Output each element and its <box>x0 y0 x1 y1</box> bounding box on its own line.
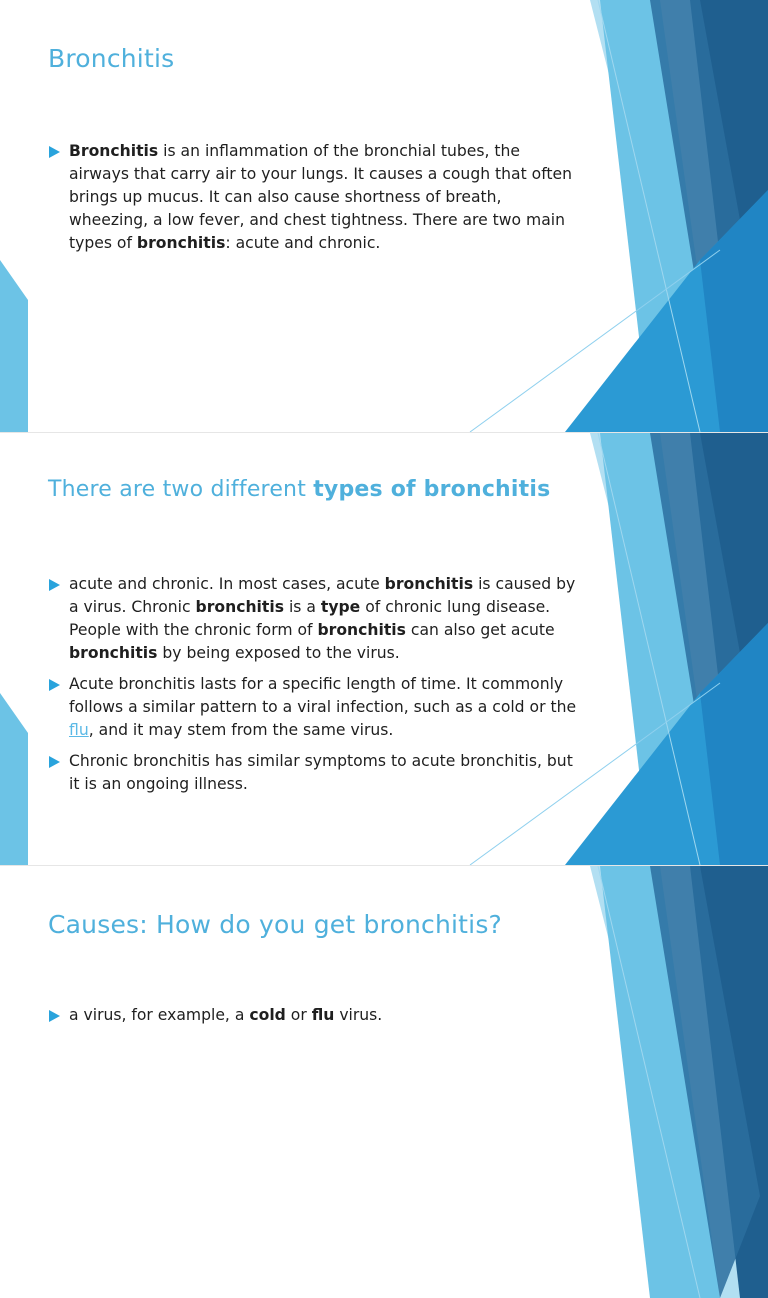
text-run: There are two different <box>48 477 314 502</box>
bullet-item <box>48 573 578 665</box>
bold-text: bronchitis <box>195 598 284 616</box>
text-run: : acute and chronic. <box>225 234 381 252</box>
bold-text: flu <box>311 1006 335 1024</box>
text-run: , and it may stem from the same virus. <box>88 721 394 739</box>
bold-text: bronchitis <box>384 575 474 593</box>
bullet-item <box>48 140 578 255</box>
bold-text: cold <box>249 1006 286 1024</box>
text-run: is a <box>284 598 321 616</box>
text-run: by being exposed to the virus. <box>157 644 400 662</box>
text-run: Chronic bronchitis has similar symptoms to acute bronchitis, but it is an ongoing illness. <box>69 752 573 793</box>
slide-title: Bronchitis <box>48 44 175 73</box>
bold-text: bronchitis <box>69 644 158 662</box>
slide-2 <box>0 433 768 865</box>
text-run: acute and chronic. In most cases, acute <box>69 575 385 593</box>
text-run: is caused by a virus. Chronic <box>69 575 576 616</box>
bullet-item <box>48 673 578 742</box>
bullet-list <box>48 140 578 263</box>
bullet-arrow-icon <box>49 1010 60 1022</box>
text-run: or <box>285 1006 312 1024</box>
bold-text: types of bronchitis <box>313 477 551 502</box>
bullet-list <box>48 573 578 804</box>
text-run: of chronic lung disease. People with the chronic form of <box>69 598 551 639</box>
text-run: a virus, for example, a <box>69 1006 250 1024</box>
bullet-arrow-icon <box>49 756 60 768</box>
slide-1 <box>0 0 768 432</box>
bullet-list <box>48 1004 578 1035</box>
text-run: can also get acute <box>405 621 555 639</box>
flu-link[interactable]: flu <box>69 721 89 739</box>
slide-3 <box>0 866 768 1298</box>
text-run: is an inflammation of the bronchial tubes, the airways that carry air to your lungs. It causes a cough that often brings up mucus. It can also cause shortness of breath, wheezing, a low fever, and chest tightness. There are two main types of <box>69 142 573 252</box>
text-run: Acute bronchitis lasts for a specific length of time. It commonly follows a similar pattern to a viral infection, such as a cold or the <box>69 675 577 716</box>
bullet-arrow-icon <box>49 679 60 691</box>
bold-text: bronchitis <box>136 234 226 252</box>
bullet-arrow-icon <box>49 146 60 158</box>
bullet-arrow-icon <box>49 579 60 591</box>
bullet-item <box>48 750 578 796</box>
bold-text: bronchitis <box>317 621 406 639</box>
slide-title <box>48 477 550 502</box>
text-run: virus. <box>334 1006 383 1024</box>
slide-title: Causes: How do you get bronchitis? <box>48 910 503 939</box>
bold-text: Bronchitis <box>69 142 159 160</box>
bold-text: type <box>320 598 361 616</box>
